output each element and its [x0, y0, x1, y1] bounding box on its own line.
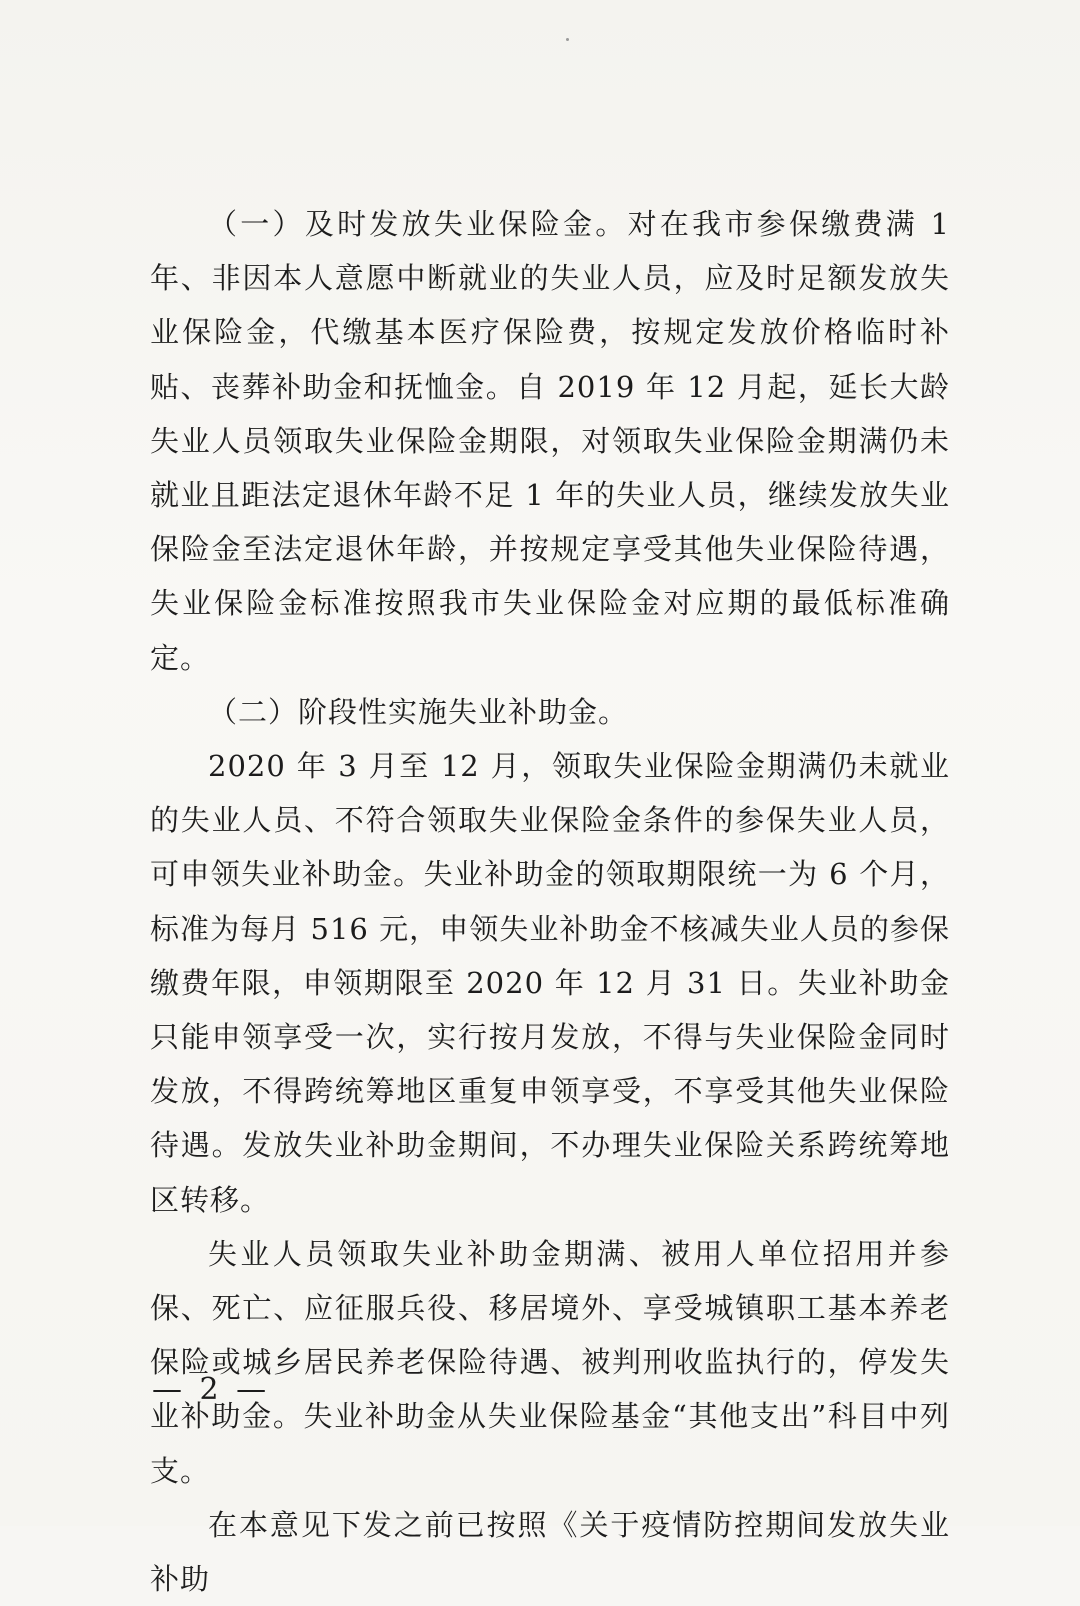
- scan-speck: [566, 38, 569, 41]
- page-number: — 2 —: [152, 1372, 271, 1407]
- paragraph-prior-issuance: 在本意见下发之前已按照《关于疫情防控期间发放失业补助: [150, 1507, 950, 1597]
- paragraph-subsidy-details: 2020 年 3 月至 12 月，领取失业保险金期满仍未就业的失业人员、不符合领取失业保险金条件的参保失业人员，可申领失业补助金。失业补助金的领取期限统一为 6 个月，标准为每月 516 元，申领失业补助金不核减失业人员的参保缴费年限，申领期限至 2020 年 12 月 31 日。失业补助金只能申领享受一次，实行按月发放，不得与失业保险金同时发放，不得跨统筹地区重复申领享受，不享受其他失业保险待遇。发放失业补助金期间，不办理失业保险关系跨统筹地区转移。: [150, 749, 950, 1217]
- paragraph-unemployment-insurance: （一）及时发放失业保险金。对在我市参保缴费满 1 年、非因本人意愿中断就业的失业人员，应及时足额发放失业保险金，代缴基本医疗保险费，按规定发放价格临时补贴、丧葬补助金和抚恤金。自 2019 年 12 月起，延长大龄失业人员领取失业保险金期限，对领取失业保险金期满仍未就业且距法定退休年龄不足 1 年的失业人员，继续发放失业保险金至法定退休年龄，并按规定享受其他失业保险待遇，失业保险金标准按照我市失业保险金对应期的最低标准确定。: [150, 207, 950, 675]
- paragraph-subsidy-heading: （二）阶段性实施失业补助金。: [208, 694, 629, 729]
- paragraph-subsidy-termination: 失业人员领取失业补助金期满、被用人单位招用并参保、死亡、应征服兵役、移居境外、享受城镇职工基本养老保险或城乡居民养老保险待遇、被判刑收监执行的，停发失业补助金。失业补助金从失业保险基金“其他支出”科目中列支。: [150, 1236, 950, 1488]
